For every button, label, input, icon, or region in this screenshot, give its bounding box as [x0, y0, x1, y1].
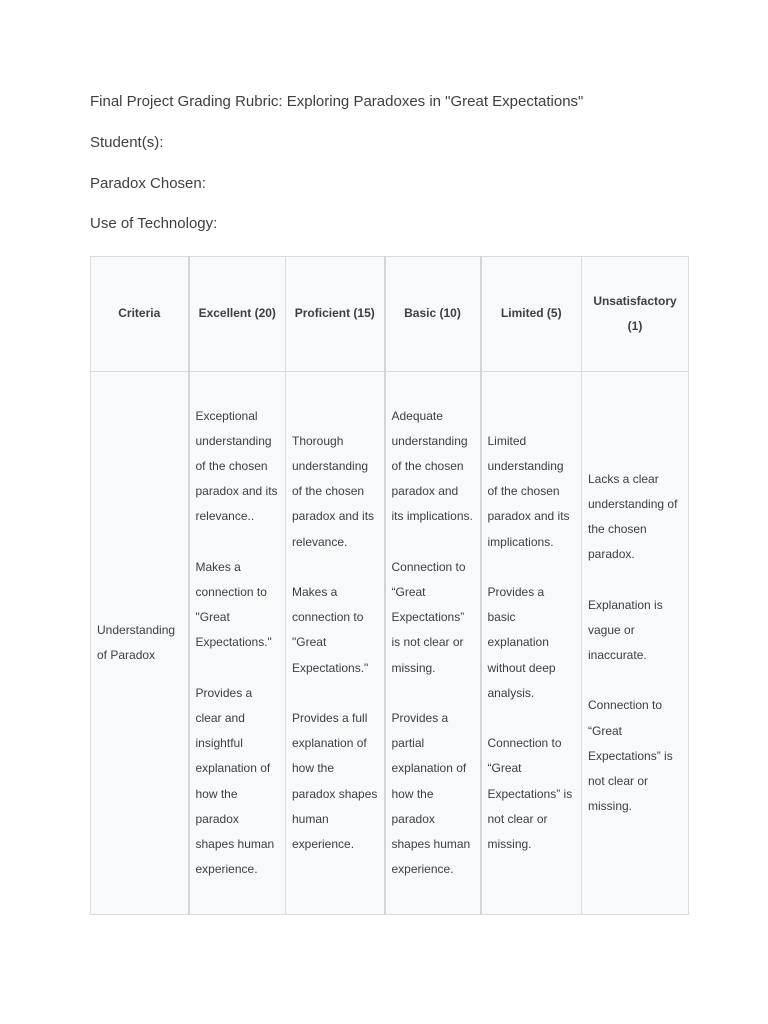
document-title: Final Project Grading Rubric: Exploring Paradoxes in "Great Expectations"	[90, 93, 584, 110]
header-excellent: Excellent (20)	[189, 257, 286, 372]
paradox-chosen-label: Paradox Chosen:	[90, 175, 206, 192]
unsatisfactory-text-3: Connection to “Great Expectations” is not clear or missing.	[588, 698, 673, 814]
excellent-cell	[189, 372, 286, 915]
use-of-technology-label: Use of Technology:	[90, 215, 218, 232]
header-basic: Basic (10)	[385, 257, 481, 372]
limited-text-1: Limited understanding of the chosen paradox and its implications.	[487, 433, 570, 549]
students-label: Student(s):	[90, 134, 164, 151]
basic-cell	[385, 372, 481, 915]
proficient-cell	[286, 372, 385, 915]
excellent-text-3: Provides a clear and insightful explanation of how the paradox shapes human experience.	[195, 685, 275, 877]
rubric-header-row	[91, 257, 689, 372]
header-criteria: Criteria	[91, 257, 189, 372]
unsatisfactory-cell	[582, 372, 689, 915]
proficient-text-1: Thorough understanding of the chosen paradox and its relevance.	[292, 433, 375, 549]
header-proficient: Proficient (15)	[286, 257, 385, 372]
excellent-text-2: Makes a connection to "Great Expectations."	[195, 559, 272, 650]
limited-text-2: Provides a basic explanation without deep analysis.	[487, 584, 556, 700]
header-limited: Limited (5)	[481, 257, 582, 372]
proficient-text-2: Makes a connection to "Great Expectations."	[292, 584, 369, 675]
basic-text-1: Adequate understanding of the chosen paradox and its implications.	[391, 408, 473, 524]
unsatisfactory-text-2: Explanation is vague or inaccurate.	[588, 597, 663, 662]
proficient-text-3: Provides a full explanation of how the paradox shapes human experience.	[292, 710, 378, 851]
header-unsatisfactory: Unsatisfactory (1)	[582, 257, 689, 372]
excellent-text-1: Exceptional understanding of the chosen paradox and its relevance..	[195, 408, 278, 524]
limited-text-3: Connection to “Great Expectations” is not clear or missing.	[487, 736, 573, 851]
limited-cell	[481, 372, 582, 915]
table-row	[91, 372, 689, 915]
unsatisfactory-text-1: Lacks a clear understanding of the chosen paradox.	[588, 471, 678, 562]
basic-text-2: Connection to “Great Expectations” is not clear or missing.	[391, 559, 466, 675]
rubric-table	[90, 256, 689, 915]
basic-text-3: Provides a partial explanation of how the paradox shapes human experience.	[391, 710, 471, 877]
criteria-cell: Understanding of Paradox	[91, 372, 189, 915]
